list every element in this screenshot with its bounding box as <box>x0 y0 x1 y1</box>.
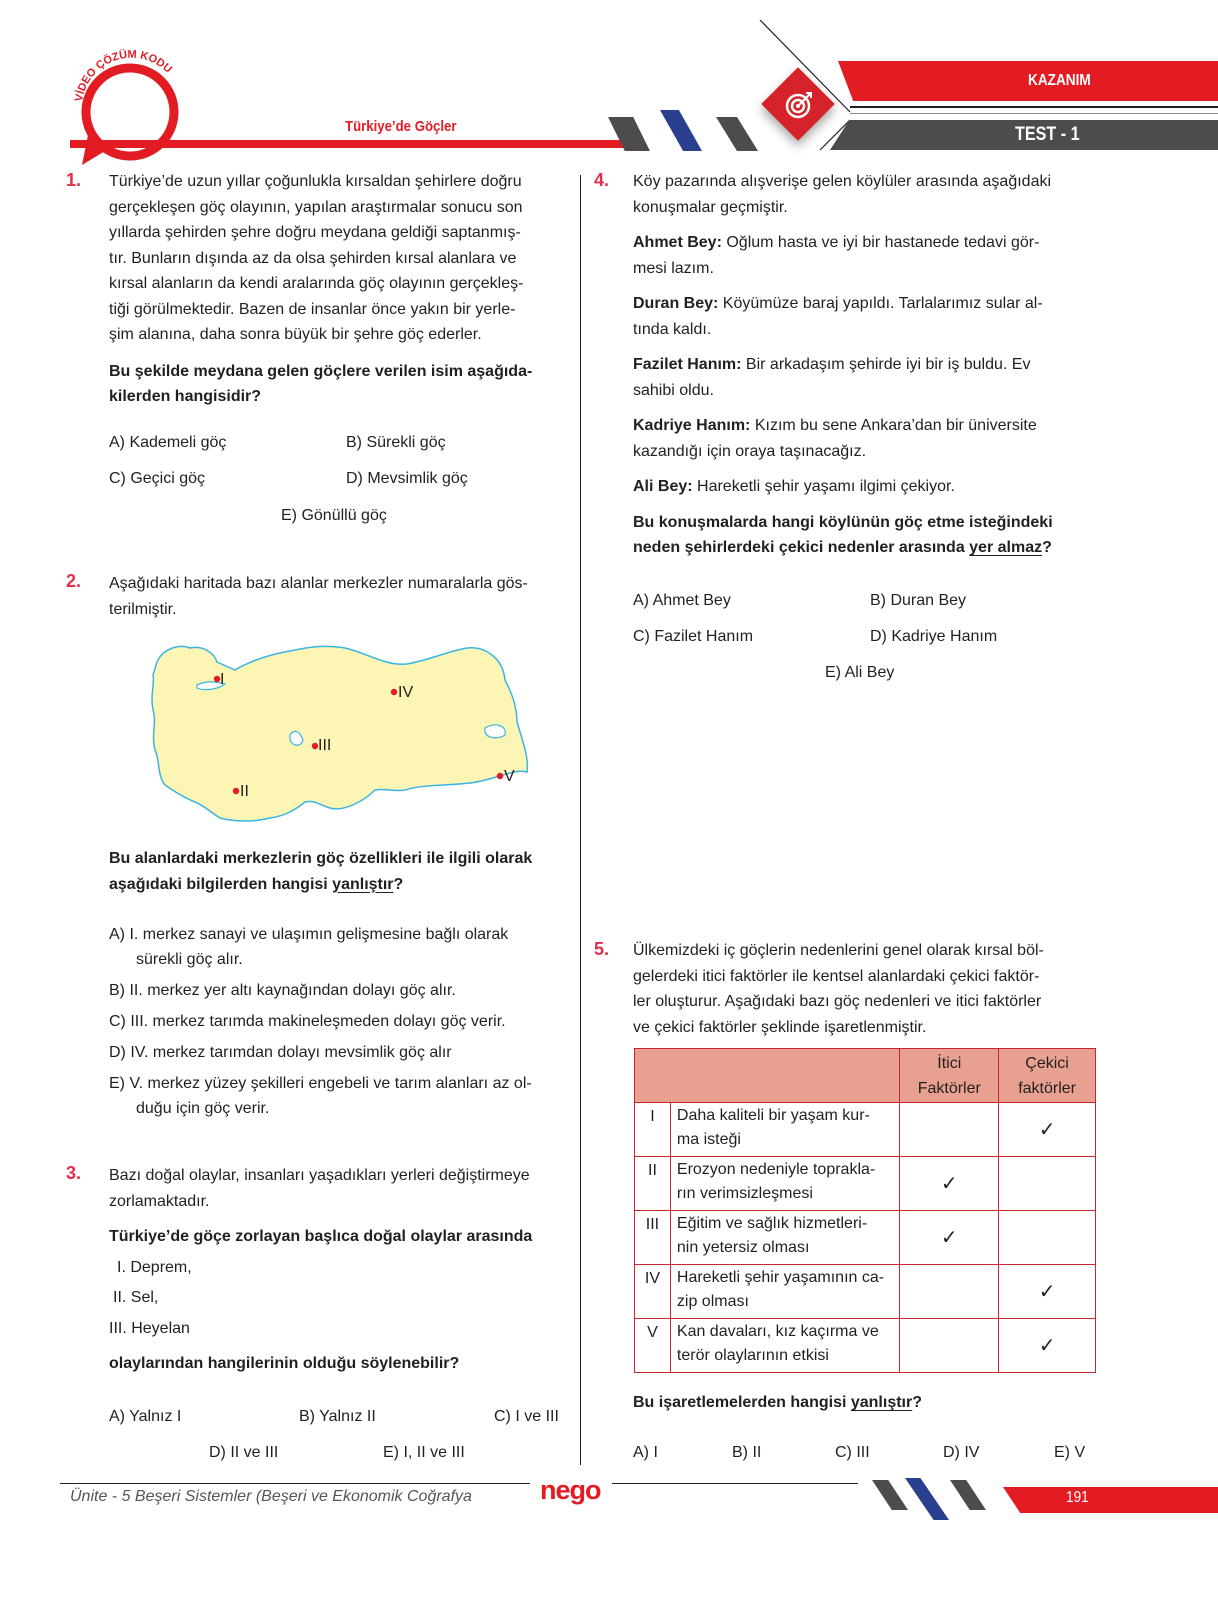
emphasis-word: yer almaz <box>969 539 1043 556</box>
table-header-empty <box>635 1049 900 1103</box>
option-e[interactable]: E) I, II ve III <box>383 1444 465 1461</box>
speaker-text: Köyümüze baraj yapıldı. Tarlalarımız sular al- <box>718 295 1043 312</box>
footer-rule-right <box>612 1483 858 1484</box>
option-a[interactable]: A) I. merkez sanayi ve ulaşımın gelişmesine bağlı olarak <box>109 926 509 943</box>
option-e[interactable]: E) V. merkez yüzey şekilleri engebeli ve tarım alanları az ol- <box>109 1075 532 1092</box>
turkey-map <box>145 640 535 825</box>
header-itici: İtici Faktörler <box>900 1049 999 1103</box>
list-item: I. Deprem, <box>117 1258 192 1276</box>
question-mark: ? <box>912 1394 922 1411</box>
speaker-kadriye <box>633 413 1093 439</box>
column-divider <box>580 175 581 1465</box>
option-e[interactable]: E) Gönüllü göç <box>281 507 387 524</box>
speaker-fazilet <box>633 352 1093 378</box>
option-a[interactable]: A) Kademeli göç <box>109 434 227 451</box>
header-cekici: Çekici faktörler <box>999 1049 1096 1103</box>
factors-table <box>634 1048 1096 1373</box>
question-number: 3. <box>66 1163 82 1183</box>
table-row <box>635 1103 1096 1157</box>
option-c[interactable]: C) Geçici göç <box>109 470 206 487</box>
check-icon: ✓ <box>900 1157 999 1211</box>
text-line: ler oluşturur. Aşağıdaki bazı göç nedenleri ve itici faktörler <box>633 993 1042 1010</box>
option-a[interactable]: A) Ahmet Bey <box>633 592 731 609</box>
row-number: I <box>635 1103 671 1157</box>
question-stem: Bu alanlardaki merkezlerin göç özellikleri ile ilgili olarak <box>109 850 533 867</box>
option-b[interactable]: B) Yalnız II <box>299 1408 376 1425</box>
text-line: kırsal alanların da kendi aralarında göç olayının gerçekleş- <box>109 275 524 292</box>
speaker-duran <box>633 291 1093 317</box>
check-icon <box>900 1265 999 1319</box>
speaker-text: kazandığı için oraya taşınacağız. <box>633 442 867 460</box>
row-number: IV <box>635 1265 671 1319</box>
check-icon <box>900 1319 999 1373</box>
header-red-rule <box>70 140 630 148</box>
question-2-stem <box>109 846 579 897</box>
text-line: Aşağıdaki haritada bazı alanlar merkezler numaralarla gös- <box>109 575 528 592</box>
option-c[interactable]: C) I ve III <box>494 1408 559 1425</box>
speaker-text: tında kaldı. <box>633 320 712 338</box>
question-stem: neden şehirlerdeki çekici nedenler arasında <box>633 539 970 556</box>
row-description: Eğitim ve sağlık hizmetleri- nin yetersiz olması <box>670 1211 899 1265</box>
option-c[interactable]: C) III. merkez tarımda makineleşmeden dolayı göç verir. <box>109 1013 506 1030</box>
row-description: Hareketli şehir yaşamının ca- zip olması <box>670 1265 899 1319</box>
unit-title: Ünite - 5 Beşeri Sistemler (Beşeri ve Ekonomik Coğrafya <box>70 1488 472 1505</box>
map-label-v: V <box>504 768 515 785</box>
publisher-logo: nego <box>540 1475 601 1505</box>
video-solution-badge[interactable] <box>70 40 190 170</box>
table-row <box>635 1319 1096 1373</box>
question-stem: Bu işaretlemelerden hangisi <box>633 1394 851 1411</box>
test-label: TEST - 1 <box>1015 124 1080 145</box>
row-number: III <box>635 1211 671 1265</box>
list-item: III. Heyelan <box>109 1319 190 1337</box>
check-icon <box>999 1211 1096 1265</box>
question-stem: Bu şekilde meydana gelen göçlere verilen isim aşağıda- <box>109 362 533 380</box>
check-icon <box>999 1157 1096 1211</box>
speaker-name: Duran Bey: <box>633 295 719 312</box>
question-1-body <box>109 169 569 410</box>
speaker-text: Oğlum hasta ve iyi bir hastanede tedavi gör- <box>721 234 1040 251</box>
map-label-iii: III <box>318 737 332 754</box>
question-number: 5. <box>594 939 610 959</box>
footer-stripe-dark-1 <box>872 1480 908 1510</box>
text-line: Türkiye’de uzun yıllar çoğunlukla kırsaldan şehirlere doğru <box>109 173 522 190</box>
text-line: gerçekleşen göç olayının, yapılan araştırmalar sonucu son <box>109 198 523 216</box>
text-line: konuşmalar geçmiştir. <box>633 198 788 216</box>
footer-rule <box>60 1483 530 1484</box>
speaker-text: mesi lazım. <box>633 259 714 277</box>
option-d[interactable]: D) Mevsimlik göç <box>346 470 468 487</box>
row-number: V <box>635 1319 671 1373</box>
check-icon: ✓ <box>999 1319 1096 1373</box>
speaker-text: Hareketli şehir yaşamı ilgimi çekiyor. <box>692 478 955 495</box>
stripe-blue <box>660 110 702 151</box>
question-mark: ? <box>1042 539 1052 556</box>
row-description: Erozyon nedeniyle toprakla- rın verimsizleşmesi <box>670 1157 899 1211</box>
option-d[interactable]: D) IV. merkez tarımdan dolayı mevsimlik göç alır <box>109 1044 452 1061</box>
option-a-cont[interactable]: sürekli göç alır. <box>136 951 243 968</box>
option-b[interactable]: B) II. merkez yer altı kaynağından dolayı göç alır. <box>109 982 456 999</box>
emphasis-word: yanlıştır <box>332 875 394 893</box>
page-number-bar <box>1003 1487 1218 1513</box>
row-description: Daha kaliteli bir yaşam kur- ma isteği <box>670 1103 899 1157</box>
topic-title: Türkiye’de Göçler <box>345 118 457 135</box>
header-divider <box>850 106 1218 108</box>
question-1 <box>66 170 81 191</box>
text-line: terilmiştir. <box>109 600 177 618</box>
map-label-iv: IV <box>398 684 414 701</box>
question-number: 4. <box>594 170 610 190</box>
kazanim-label: KAZANIM <box>1028 72 1091 89</box>
check-icon: ✓ <box>999 1103 1096 1157</box>
speaker-text: Kızım bu sene Ankara’dan bir üniversite <box>750 417 1037 434</box>
option-a[interactable]: A) Yalnız I <box>109 1408 182 1425</box>
option-d[interactable]: D) IV <box>943 1444 980 1461</box>
question-number: 2. <box>66 571 82 591</box>
speaker-name: Ahmet Bey: <box>633 234 722 251</box>
text-line: Bazı doğal olaylar, insanları yaşadıkları yerleri değiştirmeye <box>109 1167 530 1184</box>
text-line: tır. Bunların dışında az da olsa şehirden kırsal alanlara ve <box>109 249 517 267</box>
question-2-options <box>109 922 579 1121</box>
option-d[interactable]: D) II ve III <box>209 1444 279 1461</box>
speaker-ahmet <box>633 230 1093 256</box>
speaker-name: Ali Bey: <box>633 478 693 495</box>
emphasis-word: yanlıştır <box>850 1394 913 1411</box>
option-a[interactable]: A) I <box>633 1444 658 1461</box>
option-c[interactable]: C) Fazilet Hanım <box>633 628 754 645</box>
check-icon: ✓ <box>900 1211 999 1265</box>
question-3-body <box>109 1163 579 1377</box>
text-line: tiği görülmektedir. Bazen de insanlar önce yakın bir yerle- <box>109 300 516 318</box>
text-line: gelerdeki itici faktörler ile kentsel alanlardaki çekici faktör- <box>633 967 1040 985</box>
speaker-name: Fazilet Hanım: <box>633 356 742 373</box>
text-line: şim alanına, daha sonra büyük bir şehre göç ederler. <box>109 326 482 343</box>
map-label-ii: II <box>240 783 249 800</box>
option-b[interactable]: B) Sürekli göç <box>346 434 446 451</box>
question-stem: kilerden hangisidir? <box>109 388 262 405</box>
text-line: zorlamaktadır. <box>109 1192 210 1210</box>
question-stem: aşağıdaki bilgilerden hangisi <box>109 875 333 893</box>
target-icon <box>784 90 814 120</box>
header-divider-thin <box>850 113 1218 114</box>
check-icon <box>900 1103 999 1157</box>
option-b[interactable]: B) II <box>732 1444 762 1461</box>
option-b[interactable]: B) Duran Bey <box>870 592 967 609</box>
option-d[interactable]: D) Kadriye Hanım <box>870 628 998 645</box>
text-line: Ülkemizdeki iç göçlerin nedenlerini genel olarak kırsal böl- <box>633 942 1044 959</box>
table-row <box>635 1265 1096 1319</box>
speaker-text: sahibi oldu. <box>633 381 714 399</box>
question-stem: Türkiye’de göçe zorlayan başlıca doğal olaylar arasında <box>109 1228 533 1245</box>
speaker-ali <box>633 474 1093 500</box>
option-e[interactable]: E) V <box>1054 1444 1086 1461</box>
question-2-body <box>109 571 569 622</box>
check-icon: ✓ <box>999 1265 1096 1319</box>
question-5-body <box>633 938 1103 1040</box>
table-header-row <box>635 1049 1096 1103</box>
question-stem: Bu konuşmalarda hangi köylünün göç etme isteğindeki <box>633 513 1053 531</box>
footer-stripe-blue <box>905 1478 949 1520</box>
list-item: II. Sel, <box>113 1289 159 1306</box>
option-e-cont[interactable]: duğu için göç verir. <box>136 1100 270 1117</box>
table-row <box>635 1157 1096 1211</box>
text-line: Köy pazarında alışverişe gelen köylüler arasında aşağıdaki <box>633 173 1052 190</box>
speaker-text: Bir arkadaşım şehirde iyi bir iş buldu. Ev <box>741 356 1031 373</box>
row-description: Kan davaları, kız kaçırma ve terör olaylarının etkisi <box>670 1319 899 1373</box>
text-line: yıllarda şehirden şehre doğru meydana geldiği saptanmış- <box>109 224 521 241</box>
question-4-body <box>633 169 1093 561</box>
video-badge-label: VİDEO ÇÖZÜM KODU <box>73 48 175 103</box>
option-c[interactable]: C) III <box>835 1444 870 1461</box>
speaker-name: Kadriye Hanım: <box>633 417 751 434</box>
option-e[interactable]: E) Ali Bey <box>825 664 895 681</box>
page-number: 191 <box>1066 1489 1089 1506</box>
footer-stripe-dark-2 <box>950 1480 986 1510</box>
text-line: ve çekici faktörler şeklinde işaretlenmiştir. <box>633 1018 927 1036</box>
table-row <box>635 1211 1096 1265</box>
question-mark: ? <box>393 875 404 893</box>
question-stem: olaylarından hangilerinin olduğu söylenebilir? <box>109 1355 460 1372</box>
question-5-stem <box>633 1390 922 1416</box>
question-number: 1. <box>66 170 82 190</box>
row-number: II <box>635 1157 671 1211</box>
map-label-i: I <box>220 671 225 688</box>
